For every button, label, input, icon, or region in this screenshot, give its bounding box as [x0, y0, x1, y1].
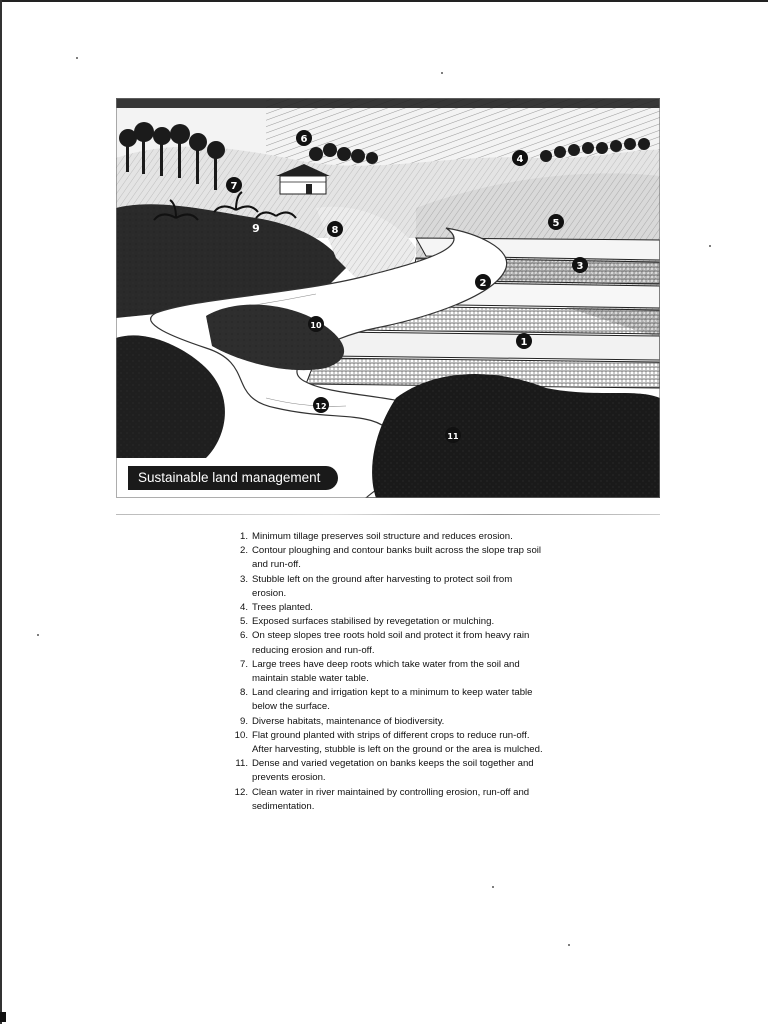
- legend-text: Contour ploughing and contour banks built across the slope trap soil and run-off.: [252, 545, 542, 571]
- legend-text: Exposed surfaces stabilised by revegetation or mulching.: [252, 616, 495, 628]
- legend-text: Dense and varied vegetation on banks keeps the soil together and prevents erosion.: [252, 758, 534, 784]
- legend-text: Clean water in river maintained by controlling erosion, run-off and sedimentation.: [252, 786, 530, 812]
- marker-8: [327, 221, 343, 237]
- legend-item: [234, 686, 544, 714]
- legend-text: Large trees have deep roots which take water from the soil and maintain stable water table.: [252, 658, 520, 685]
- legend-number: 11.: [235, 758, 248, 770]
- legend-text: Stubble left on the ground after harvesting to protect soil from erosion.: [252, 573, 513, 599]
- scan-edge-left: [0, 0, 2, 1024]
- scan-speck: [37, 634, 39, 636]
- svg-text:1: 1: [520, 337, 528, 348]
- marker-6: [296, 130, 312, 146]
- scan-speck: [441, 72, 443, 74]
- legend-number: 10.: [234, 729, 248, 741]
- svg-text:7: 7: [230, 181, 238, 192]
- scan-speck: [568, 944, 570, 946]
- figure-caption: Sustainable land management: [128, 466, 338, 490]
- scan-edge-top: [0, 0, 768, 2]
- legend-number: 3.: [239, 573, 248, 585]
- marker-4: [512, 150, 528, 166]
- marker-3: [572, 257, 588, 273]
- legend-text: On steep slopes tree roots hold soil and protect it from heavy rain reducing erosion and run-off.: [252, 630, 530, 656]
- scan-speck: [76, 57, 78, 59]
- svg-text:4: 4: [516, 154, 524, 165]
- svg-text:3: 3: [576, 261, 584, 272]
- legend-item: [234, 757, 544, 785]
- legend-number: 2.: [239, 545, 248, 557]
- marker-11: [445, 427, 461, 443]
- legend-number: 12.: [234, 786, 248, 798]
- svg-text:10: 10: [310, 321, 322, 330]
- legend-item: [234, 729, 544, 757]
- marker-9: [252, 222, 260, 235]
- marker-12: [313, 397, 329, 413]
- legend-item: [234, 658, 544, 686]
- marker-5: [548, 214, 564, 230]
- marker-10: [308, 316, 324, 332]
- legend-number: 8.: [239, 687, 248, 699]
- legend-item: [234, 629, 544, 657]
- legend-text: Flat ground planted with strips of different crops to reduce run-off. After harvesting, stubble is left on the ground or the area is mulched.: [252, 729, 543, 756]
- legend-number: 1.: [239, 531, 248, 542]
- scan-speck: [709, 245, 711, 247]
- legend-text: Trees planted.: [252, 602, 313, 614]
- legend-item: [234, 573, 544, 601]
- svg-text:9: 9: [252, 222, 260, 235]
- marker-7: [226, 177, 242, 193]
- landscape-illustration: [116, 98, 660, 498]
- scan-speck: [492, 886, 494, 888]
- svg-text:2: 2: [479, 278, 487, 289]
- legend-item: [234, 615, 544, 629]
- legend-item: [234, 530, 544, 544]
- svg-text:12: 12: [315, 402, 327, 411]
- marker-1: [516, 333, 532, 349]
- legend-item: [234, 601, 544, 615]
- legend-number: 7.: [239, 658, 248, 670]
- svg-text:5: 5: [552, 218, 560, 229]
- legend-text: Minimum tillage preserves soil structure and reduces erosion.: [252, 531, 513, 542]
- svg-text:8: 8: [331, 225, 339, 236]
- svg-text:6: 6: [300, 134, 308, 145]
- legend-number: 5.: [239, 616, 248, 628]
- scan-corner-mark: [0, 1012, 6, 1022]
- marker-2: [475, 274, 491, 290]
- legend-item: [234, 786, 544, 814]
- legend-number: 9.: [239, 715, 248, 727]
- legend-number: 6.: [239, 630, 248, 642]
- legend-text: Diverse habitats, maintenance of biodiversity.: [252, 715, 445, 727]
- landscape-drawing: [116, 98, 660, 498]
- legend-item: [234, 544, 544, 572]
- legend-list: [234, 530, 544, 814]
- legend-item: [234, 715, 544, 729]
- legend-number: 4.: [239, 602, 248, 614]
- svg-text:11: 11: [447, 432, 459, 441]
- legend-text: Land clearing and irrigation kept to a minimum to keep water table below the surface.: [252, 687, 533, 713]
- caption-rule: [116, 514, 660, 515]
